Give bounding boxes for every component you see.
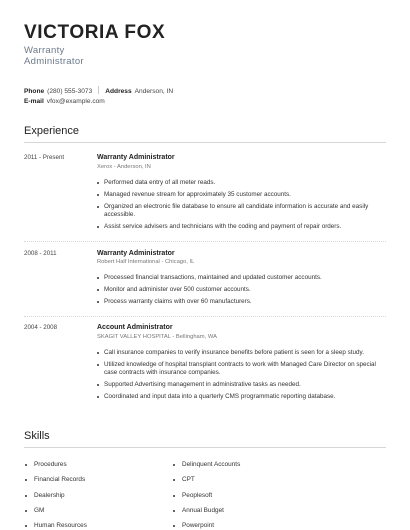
contact-row-2 (24, 98, 105, 105)
skills-divider (24, 447, 386, 448)
skill-item: Human Resources (34, 522, 87, 529)
skill-item: Dealership (34, 492, 65, 499)
job-date: 2011 - Present (24, 154, 65, 161)
job-date: 2008 - 2011 (24, 250, 57, 257)
experience-divider (24, 142, 386, 143)
phone-value: (280) 555-3073 (47, 88, 93, 95)
phone-label: Phone (24, 88, 45, 95)
job-bullet: Performed data entry of all meter reads. (97, 179, 382, 187)
job-bullet: Call insurance companies to verify insurance benefits before patient is seen for a sleep study. (97, 349, 382, 357)
email-label: E-mail (24, 98, 44, 105)
skill-item: GM (34, 507, 45, 514)
skill-item: Peoplesoft (182, 492, 213, 499)
skill-item: Procedures (34, 461, 67, 468)
job-bullet: Organized an electronic file database to ensure all candidate information is accurate and easily accessible. (97, 203, 382, 220)
job-bullet: Assist service advisers and technicians with the coding and payment of repair orders. (97, 223, 382, 231)
email-value[interactable]: vfox@example.com (46, 98, 105, 105)
job-bullet: Managed revenue stream for approximately 35 customer accounts. (97, 191, 382, 199)
job-company: Robert Half International - Chicago, IL (97, 259, 195, 265)
job-date: 2004 - 2008 (24, 324, 58, 331)
job-bullet: Processed financial transactions, maintained and updated customer accounts. (97, 274, 382, 282)
contact-row-1 (24, 86, 173, 95)
job-bullet: Process warranty claims with over 60 manufacturers. (97, 298, 382, 306)
skill-item: Powerpoint (182, 522, 214, 529)
job-title-line-1: Warranty (24, 45, 65, 56)
job-bullet: Utilized knowledge of hospital transplant contracts to work with Managed Care Director on special case contracts with insurance companies. (97, 361, 382, 378)
experience-heading: Experience (24, 125, 80, 137)
job-company: SKAGIT VALLEY HOSPITAL - Bellingham, WA (97, 334, 217, 340)
job-title: Warranty Administrator (97, 154, 175, 161)
skill-item: Delinquent Accounts (182, 461, 241, 468)
job-title: Warranty Administrator (97, 250, 175, 257)
skill-item: CPT (182, 476, 195, 483)
candidate-name: VICTORIA FOX (24, 22, 166, 43)
job-company: Xerox - Anderson, IN (97, 164, 151, 170)
address-label: Address (105, 88, 132, 95)
job-separator (24, 241, 386, 242)
address-value: Anderson, IN (134, 88, 174, 95)
job-bullet: Monitor and administer over 500 customer accounts. (97, 286, 382, 294)
job-title-line-2: Administrator (24, 56, 84, 67)
job-bullet: Coordinated and input data into a quarterly CMS programmatic reporting database. (97, 393, 382, 401)
job-bullet: Supported Advertising management in administrative tasks as needed. (97, 381, 382, 389)
skill-item: Financial Records (34, 476, 86, 483)
skill-item: Annual Budget (182, 507, 224, 514)
skills-heading: Skills (24, 430, 50, 442)
job-title: Account Administrator (97, 324, 173, 331)
job-separator (24, 316, 386, 317)
contact-divider (98, 86, 99, 94)
